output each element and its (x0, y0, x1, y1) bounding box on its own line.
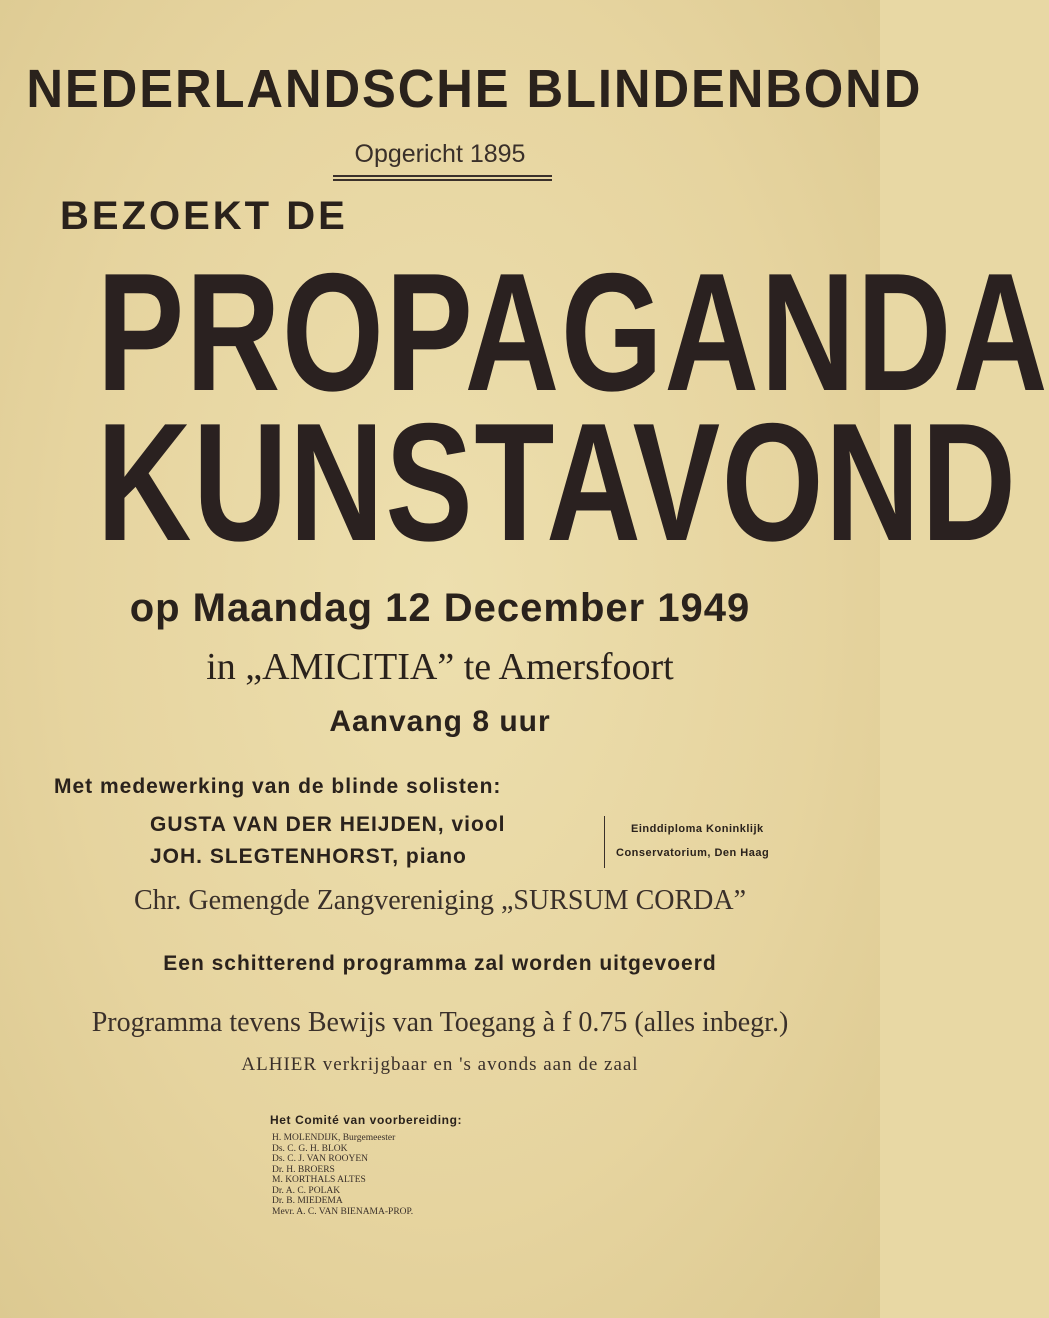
committee-member: Dr. H. BROERS (272, 1164, 335, 1175)
double-rule-divider (333, 175, 552, 181)
soloist-piano: JOH. SLEGTENHORST, piano (150, 845, 467, 868)
soloist-violin: GUSTA VAN DER HEIJDEN, viool (150, 813, 506, 836)
committee-member: Ds. C. G. H. BLOK (272, 1143, 348, 1154)
event-venue: in „AMICITIA” te Amersfoort (206, 646, 674, 688)
committee-title: Het Comité van voorbereiding: (270, 1113, 463, 1127)
start-time: Aanvang 8 uur (329, 705, 551, 738)
visit-line: BEZOEKT DE (60, 194, 348, 238)
diploma-line-2: Conservatorium, Den Haag (616, 847, 770, 859)
committee-member: Ds. C. J. VAN ROOYEN (272, 1154, 368, 1164)
program-note: Een schitterend programma zal worden uitgevoerd (163, 952, 717, 975)
vertical-divider (604, 816, 605, 868)
committee-member: M. KORTHALS ALTES (272, 1175, 366, 1185)
committee-member: Dr. A. C. POLAK (272, 1185, 341, 1196)
committee-member: H. MOLENDIJK, Burgemeester (272, 1133, 396, 1143)
ticket-info: Programma tevens Bewijs van Toegang à f 0.75 (alles inbegr.) (91, 1007, 789, 1038)
soloists-intro: Met medewerking van de blinde solisten: (54, 775, 502, 798)
committee-member: Dr. B. MIEDEMA (272, 1196, 343, 1206)
diploma-line-1: Einddiploma Koninklijk (631, 823, 764, 835)
event-date: op Maandag 12 December 1949 (129, 586, 751, 630)
organization-name: NEDERLANDSCHE BLINDENBOND (26, 59, 923, 119)
committee-member: Mevr. A. C. VAN BIENAMA-PROP. (272, 1206, 414, 1217)
headline-propaganda: PROPAGANDA (96, 238, 1049, 426)
founded-year: Opgericht 1895 (354, 140, 526, 168)
choir-name: Chr. Gemengde Zangvereniging „SURSUM CORDA” (133, 885, 747, 916)
committee-list (272, 1133, 413, 1217)
headline-kunstavond: KUNSTAVOND (96, 388, 1018, 576)
availability-note: ALHIER verkrijgbaar en 's avonds aan de zaal (241, 1054, 639, 1075)
